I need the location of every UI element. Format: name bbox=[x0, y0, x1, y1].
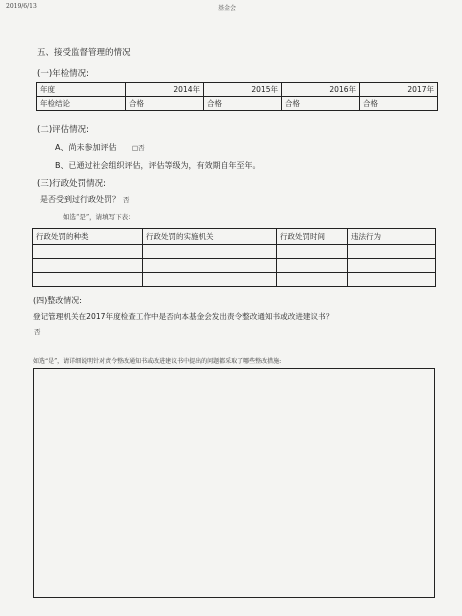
table-row bbox=[33, 229, 436, 245]
evaluation-title: (二)评估情况: bbox=[37, 125, 89, 135]
penalty-answer: 否 bbox=[123, 196, 130, 204]
page-header-title: 基金会 bbox=[218, 5, 237, 12]
year-cell: 2016年 bbox=[282, 83, 360, 97]
column-header: 行政处罚的实施机关 bbox=[143, 229, 277, 245]
result-cell: 合格 bbox=[126, 97, 204, 111]
result-cell: 合格 bbox=[204, 97, 282, 111]
rectification-note: 如选“是”，请详细说明针对责令整改通知书或改进建议书中提出的问题都采取了哪些整改措施: bbox=[33, 358, 282, 365]
section-title: 五、接受监督管理的情况 bbox=[37, 48, 131, 58]
year-cell: 2014年 bbox=[126, 83, 204, 97]
penalty-table bbox=[32, 228, 436, 287]
penalty-title: (三)行政处罚情况: bbox=[37, 179, 106, 189]
column-header: 行政处罚时间 bbox=[277, 229, 348, 245]
table-row bbox=[37, 83, 438, 97]
penalty-question: 是否受到过行政处罚？ bbox=[40, 195, 120, 204]
rectification-measures-box bbox=[33, 368, 435, 598]
evaluation-option-a: A、尚未参加评估 bbox=[55, 143, 117, 152]
year-cell: 2017年 bbox=[360, 83, 438, 97]
penalty-note: 如选“是”，请填写下表： bbox=[63, 213, 135, 221]
table-row bbox=[37, 97, 438, 111]
table-row bbox=[33, 259, 436, 273]
result-cell: 合格 bbox=[360, 97, 438, 111]
result-header-cell: 年检结论 bbox=[37, 97, 126, 111]
rectification-answer: 否 bbox=[34, 328, 41, 336]
table-row bbox=[33, 273, 436, 287]
result-cell: 合格 bbox=[282, 97, 360, 111]
evaluation-checkbox-mark: □否 bbox=[132, 144, 145, 152]
year-cell: 2015年 bbox=[204, 83, 282, 97]
print-date: 2019/6/13 bbox=[6, 3, 37, 10]
table-row bbox=[33, 245, 436, 259]
column-header: 行政处罚的种类 bbox=[33, 229, 143, 245]
annual-inspection-title: (一)年检情况: bbox=[37, 69, 89, 79]
annual-inspection-table bbox=[36, 82, 438, 111]
rectification-question: 登记管理机关在2017年度检查工作中是否向本基金会发出责令整改通知书或改进建议书？ bbox=[33, 312, 334, 321]
evaluation-option-b: B、已通过社会组织评估，评估等级为，有效期自年至年。 bbox=[55, 161, 261, 170]
rectification-title: (四)整改情况: bbox=[33, 296, 82, 305]
column-header: 违法行为 bbox=[348, 229, 436, 245]
year-header-cell: 年度 bbox=[37, 83, 126, 97]
